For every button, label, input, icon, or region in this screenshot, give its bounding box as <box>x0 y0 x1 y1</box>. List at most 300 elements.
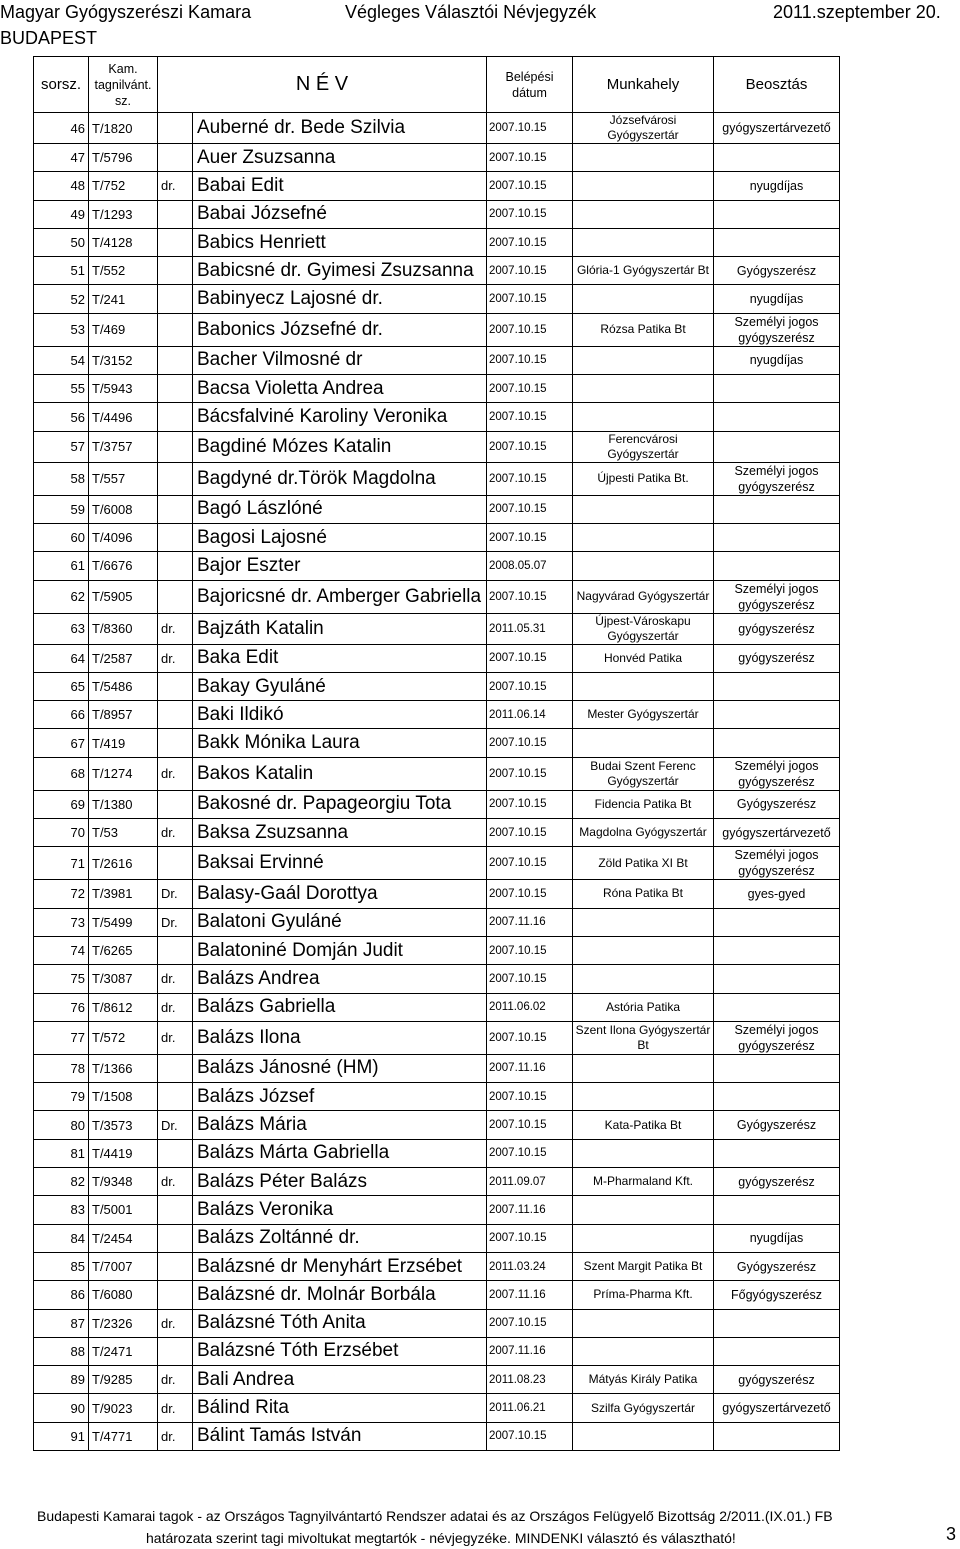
name-title: dr. <box>158 613 193 644</box>
member-id: T/469 <box>89 313 158 346</box>
workplace: Fidencia Patika Bt <box>573 790 714 818</box>
member-name: Bakos Katalin <box>193 757 487 790</box>
position <box>714 1139 840 1167</box>
join-date: 2007.10.15 <box>487 1083 573 1111</box>
member-name: Baki Ildikó <box>193 701 487 729</box>
workplace <box>573 1422 714 1450</box>
position <box>714 701 840 729</box>
table-row <box>34 1281 840 1309</box>
table-row <box>34 1168 840 1196</box>
position <box>714 729 840 757</box>
row-number: 81 <box>34 1139 89 1167</box>
table-row <box>34 346 840 374</box>
workplace <box>573 375 714 403</box>
row-number: 47 <box>34 144 89 172</box>
member-id: T/557 <box>89 462 158 495</box>
member-id: T/5943 <box>89 375 158 403</box>
table-row <box>34 523 840 551</box>
join-date: 2007.10.15 <box>487 346 573 374</box>
row-number: 63 <box>34 613 89 644</box>
member-id: T/1274 <box>89 757 158 790</box>
name-title: dr. <box>158 644 193 672</box>
name-title: dr. <box>158 993 193 1021</box>
row-number: 71 <box>34 847 89 880</box>
position <box>714 495 840 523</box>
join-date: 2007.10.15 <box>487 790 573 818</box>
name-title <box>158 313 193 346</box>
table-row <box>34 1309 840 1337</box>
table-row <box>34 495 840 523</box>
table-row <box>34 462 840 495</box>
join-date: 2007.11.16 <box>487 1054 573 1082</box>
name-title <box>158 113 193 144</box>
name-title <box>158 580 193 613</box>
member-name: Bagdyné dr.Török Magdolna <box>193 462 487 495</box>
join-date: 2007.10.15 <box>487 375 573 403</box>
workplace <box>573 1337 714 1365</box>
workplace: Róna Patika Bt <box>573 880 714 908</box>
row-number: 84 <box>34 1224 89 1252</box>
row-number: 78 <box>34 1054 89 1082</box>
table-row <box>34 613 840 644</box>
row-number: 70 <box>34 819 89 847</box>
position: nyugdíjas <box>714 172 840 200</box>
join-date: 2007.10.15 <box>487 313 573 346</box>
member-name: Bajor Eszter <box>193 552 487 580</box>
member-name: Bálint Tamás István <box>193 1422 487 1450</box>
table-row <box>34 580 840 613</box>
member-name: Balázs Ilona <box>193 1021 487 1054</box>
name-title: dr. <box>158 1422 193 1450</box>
row-number: 90 <box>34 1394 89 1422</box>
table-row <box>34 257 840 285</box>
workplace: Glória-1 Gyógyszertár Bt <box>573 257 714 285</box>
row-number: 54 <box>34 346 89 374</box>
position <box>714 1422 840 1450</box>
member-name: Balázsné Tóth Anita <box>193 1309 487 1337</box>
name-title <box>158 403 193 431</box>
member-name: Babics Henriett <box>193 228 487 256</box>
position: Személyi jogos gyógyszerész <box>714 313 840 346</box>
position: Gyógyszerész <box>714 790 840 818</box>
member-id: T/4771 <box>89 1422 158 1450</box>
position: gyógyszertárvezető <box>714 819 840 847</box>
member-name: Bálind Rita <box>193 1394 487 1422</box>
member-id: T/752 <box>89 172 158 200</box>
member-id: T/3981 <box>89 880 158 908</box>
table-row <box>34 1422 840 1450</box>
member-id: T/1366 <box>89 1054 158 1082</box>
position: Gyógyszerész <box>714 257 840 285</box>
member-id: T/572 <box>89 1021 158 1054</box>
join-date: 2011.06.02 <box>487 993 573 1021</box>
table-row <box>34 228 840 256</box>
row-number: 77 <box>34 1021 89 1054</box>
position: Személyi jogos gyógyszerész <box>714 462 840 495</box>
row-number: 91 <box>34 1422 89 1450</box>
workplace: Szent Ilona Gyógyszertár Bt <box>573 1021 714 1054</box>
table-row <box>34 1139 840 1167</box>
name-title <box>158 1224 193 1252</box>
member-name: Balázsné dr. Molnár Borbála <box>193 1281 487 1309</box>
position <box>714 431 840 462</box>
row-number: 76 <box>34 993 89 1021</box>
name-title <box>158 1054 193 1082</box>
name-title <box>158 1281 193 1309</box>
join-date: 2007.10.15 <box>487 462 573 495</box>
member-id: T/1293 <box>89 200 158 228</box>
table-row <box>34 1252 840 1280</box>
member-id: T/4096 <box>89 523 158 551</box>
row-number: 64 <box>34 644 89 672</box>
position <box>714 144 840 172</box>
position: gyógyszerész <box>714 644 840 672</box>
row-number: 48 <box>34 172 89 200</box>
row-number: 58 <box>34 462 89 495</box>
join-date: 2007.10.15 <box>487 113 573 144</box>
member-name: Balázs Péter Balázs <box>193 1168 487 1196</box>
join-date: 2007.10.15 <box>487 1139 573 1167</box>
member-name: Babai Józsefné <box>193 200 487 228</box>
workplace <box>573 936 714 964</box>
position <box>714 1337 840 1365</box>
row-number: 46 <box>34 113 89 144</box>
member-name: Bacher Vilmosné dr <box>193 346 487 374</box>
name-title <box>158 462 193 495</box>
name-title <box>158 285 193 313</box>
name-title: Dr. <box>158 880 193 908</box>
member-id: T/3087 <box>89 965 158 993</box>
name-title <box>158 1083 193 1111</box>
table-row <box>34 965 840 993</box>
workplace <box>573 1139 714 1167</box>
member-id: T/9285 <box>89 1366 158 1394</box>
table-row <box>34 880 840 908</box>
table-row <box>34 285 840 313</box>
page-number: 3 <box>946 1524 957 1544</box>
member-name: Balázsné dr Menyhárt Erzsébet <box>193 1252 487 1280</box>
member-id: T/4496 <box>89 403 158 431</box>
join-date: 2007.10.15 <box>487 285 573 313</box>
member-name: Bácsfalviné Karoliny Veronika <box>193 403 487 431</box>
member-id: T/2616 <box>89 847 158 880</box>
col-header-sorsz: sorsz. <box>34 57 89 113</box>
workplace: Józsefvárosi Gyógyszertár <box>573 113 714 144</box>
position: gyógyszerész <box>714 1366 840 1394</box>
join-date: 2011.06.21 <box>487 1394 573 1422</box>
position <box>714 403 840 431</box>
join-date: 2007.11.16 <box>487 908 573 936</box>
position <box>714 552 840 580</box>
workplace <box>573 1196 714 1224</box>
table-row <box>34 936 840 964</box>
join-date: 2007.10.15 <box>487 257 573 285</box>
table-row <box>34 403 840 431</box>
position: Gyógyszerész <box>714 1111 840 1139</box>
row-number: 62 <box>34 580 89 613</box>
name-title: dr. <box>158 1168 193 1196</box>
table-row <box>34 993 840 1021</box>
join-date: 2007.10.15 <box>487 228 573 256</box>
name-title <box>158 200 193 228</box>
row-number: 80 <box>34 1111 89 1139</box>
member-name: Baksa Zsuzsanna <box>193 819 487 847</box>
join-date: 2011.05.31 <box>487 613 573 644</box>
member-id: T/5796 <box>89 144 158 172</box>
position: Személyi jogos gyógyszerész <box>714 1021 840 1054</box>
member-name: Baka Edit <box>193 644 487 672</box>
workplace <box>573 144 714 172</box>
row-number: 72 <box>34 880 89 908</box>
workplace: Szilfa Gyógyszertár <box>573 1394 714 1422</box>
table-row <box>34 1196 840 1224</box>
member-name: Balázs Jánosné (HM) <box>193 1054 487 1082</box>
workplace <box>573 346 714 374</box>
member-id: T/5486 <box>89 672 158 700</box>
workplace: Zöld Patika XI Bt <box>573 847 714 880</box>
member-id: T/3152 <box>89 346 158 374</box>
join-date: 2011.08.23 <box>487 1366 573 1394</box>
row-number: 67 <box>34 729 89 757</box>
join-date: 2007.10.15 <box>487 880 573 908</box>
table-row <box>34 790 840 818</box>
table-row <box>34 908 840 936</box>
member-name: Bajoricsné dr. Amberger Gabriella <box>193 580 487 613</box>
table-row <box>34 847 840 880</box>
member-id: T/3757 <box>89 431 158 462</box>
join-date: 2007.10.15 <box>487 729 573 757</box>
member-name: Bakosné dr. Papageorgiu Tota <box>193 790 487 818</box>
member-name: Bakk Mónika Laura <box>193 729 487 757</box>
member-name: Bakay Gyuláné <box>193 672 487 700</box>
member-name: Balázs Gabriella <box>193 993 487 1021</box>
workplace <box>573 1083 714 1111</box>
member-id: T/8360 <box>89 613 158 644</box>
table-row <box>34 1054 840 1082</box>
row-number: 74 <box>34 936 89 964</box>
workplace: M-Pharmaland Kft. <box>573 1168 714 1196</box>
position: Főgyógyszerész <box>714 1281 840 1309</box>
name-title <box>158 729 193 757</box>
position: gyes-gyed <box>714 880 840 908</box>
workplace <box>573 552 714 580</box>
name-title <box>158 375 193 403</box>
member-id: T/9348 <box>89 1168 158 1196</box>
row-number: 50 <box>34 228 89 256</box>
workplace <box>573 729 714 757</box>
position <box>714 1196 840 1224</box>
member-id: T/3573 <box>89 1111 158 1139</box>
row-number: 82 <box>34 1168 89 1196</box>
row-number: 68 <box>34 757 89 790</box>
row-number: 49 <box>34 200 89 228</box>
workplace: Astória Patika <box>573 993 714 1021</box>
footer-line-1: Budapesti Kamarai tagok - az Országos Tagnyilvántartó Rendszer adatai és az Országos Felügyelő Bizottság 2/2011.(IX.01.) FB <box>37 1508 833 1524</box>
row-number: 87 <box>34 1309 89 1337</box>
workplace <box>573 403 714 431</box>
row-number: 52 <box>34 285 89 313</box>
join-date: 2007.10.15 <box>487 172 573 200</box>
name-title: dr. <box>158 1309 193 1337</box>
name-title <box>158 552 193 580</box>
member-id: T/53 <box>89 819 158 847</box>
member-name: Balázs Veronika <box>193 1196 487 1224</box>
position <box>714 375 840 403</box>
workplace: Honvéd Patika <box>573 644 714 672</box>
row-number: 69 <box>34 790 89 818</box>
row-number: 79 <box>34 1083 89 1111</box>
workplace <box>573 172 714 200</box>
position: gyógyszertárvezető <box>714 1394 840 1422</box>
join-date: 2007.10.15 <box>487 1422 573 1450</box>
join-date: 2007.10.15 <box>487 1111 573 1139</box>
row-number: 60 <box>34 523 89 551</box>
name-title: dr. <box>158 965 193 993</box>
member-name: Auberné dr. Bede Szilvia <box>193 113 487 144</box>
col-header-date: Belépési dátum <box>487 57 573 113</box>
col-header-pos: Beosztás <box>714 57 840 113</box>
member-id: T/4419 <box>89 1139 158 1167</box>
join-date: 2011.06.14 <box>487 701 573 729</box>
member-name: Bali Andrea <box>193 1366 487 1394</box>
position <box>714 1309 840 1337</box>
member-id: T/6265 <box>89 936 158 964</box>
position <box>714 908 840 936</box>
workplace: Ferencvárosi Gyógyszertár <box>573 431 714 462</box>
table-row <box>34 757 840 790</box>
member-id: T/5001 <box>89 1196 158 1224</box>
member-id: T/5905 <box>89 580 158 613</box>
table-row <box>34 1111 840 1139</box>
join-date: 2007.10.15 <box>487 200 573 228</box>
row-number: 85 <box>34 1252 89 1280</box>
position: nyugdíjas <box>714 1224 840 1252</box>
member-name: Babonics Józsefné dr. <box>193 313 487 346</box>
name-title: Dr. <box>158 908 193 936</box>
member-id: T/9023 <box>89 1394 158 1422</box>
member-name: Bagdiné Mózes Katalin <box>193 431 487 462</box>
join-date: 2007.10.15 <box>487 1224 573 1252</box>
page-footer <box>0 1502 960 1549</box>
join-date: 2007.11.16 <box>487 1196 573 1224</box>
member-name: Balázs Márta Gabriella <box>193 1139 487 1167</box>
name-title: dr. <box>158 819 193 847</box>
table-row <box>34 1021 840 1054</box>
workplace <box>573 285 714 313</box>
table-row <box>34 144 840 172</box>
table-header-row <box>34 57 840 113</box>
org-city: BUDAPEST <box>0 28 98 48</box>
position <box>714 965 840 993</box>
name-title <box>158 346 193 374</box>
table-row <box>34 644 840 672</box>
position <box>714 523 840 551</box>
table-row <box>34 729 840 757</box>
name-title <box>158 790 193 818</box>
member-name: Bacsa Violetta Andrea <box>193 375 487 403</box>
member-name: Bagosi Lajosné <box>193 523 487 551</box>
member-id: T/6008 <box>89 495 158 523</box>
name-title <box>158 701 193 729</box>
join-date: 2007.10.15 <box>487 819 573 847</box>
name-title <box>158 1196 193 1224</box>
join-date: 2007.10.15 <box>487 965 573 993</box>
name-title <box>158 144 193 172</box>
position <box>714 200 840 228</box>
org-name: Magyar Gyógyszerészi Kamara <box>0 2 252 22</box>
row-number: 55 <box>34 375 89 403</box>
position: nyugdíjas <box>714 285 840 313</box>
workplace <box>573 228 714 256</box>
table-row <box>34 701 840 729</box>
row-number: 59 <box>34 495 89 523</box>
table-row <box>34 113 840 144</box>
position <box>714 1083 840 1111</box>
document-date: 2011.szeptember 20. <box>773 2 941 22</box>
table-row <box>34 672 840 700</box>
row-number: 88 <box>34 1337 89 1365</box>
workplace: Szent Margit Patika Bt <box>573 1252 714 1280</box>
name-title <box>158 431 193 462</box>
workplace: Rózsa Patika Bt <box>573 313 714 346</box>
position <box>714 993 840 1021</box>
table-row <box>34 200 840 228</box>
position: gyógyszertárvezető <box>714 113 840 144</box>
name-title: dr. <box>158 1366 193 1394</box>
member-name: Babinyecz Lajosné dr. <box>193 285 487 313</box>
member-name: Babicsné dr. Gyimesi Zsuzsanna <box>193 257 487 285</box>
member-id: T/1380 <box>89 790 158 818</box>
workplace: Mátyás Király Patika <box>573 1366 714 1394</box>
name-title <box>158 228 193 256</box>
member-name: Balasy-Gaál Dorottya <box>193 880 487 908</box>
position <box>714 936 840 964</box>
join-date: 2007.10.15 <box>487 1309 573 1337</box>
name-title <box>158 257 193 285</box>
member-name: Balázs Mária <box>193 1111 487 1139</box>
name-title: dr. <box>158 1394 193 1422</box>
join-date: 2007.11.16 <box>487 1281 573 1309</box>
member-id: T/2587 <box>89 644 158 672</box>
row-number: 73 <box>34 908 89 936</box>
row-number: 53 <box>34 313 89 346</box>
member-name: Balázs József <box>193 1083 487 1111</box>
table-row <box>34 819 840 847</box>
join-date: 2007.10.15 <box>487 1021 573 1054</box>
join-date: 2007.10.15 <box>487 672 573 700</box>
member-name: Auer Zsuzsanna <box>193 144 487 172</box>
row-number: 57 <box>34 431 89 462</box>
position: Személyi jogos gyógyszerész <box>714 757 840 790</box>
join-date: 2007.10.15 <box>487 580 573 613</box>
join-date: 2007.10.15 <box>487 847 573 880</box>
row-number: 61 <box>34 552 89 580</box>
workplace: Újpest-Városkapu Gyógyszertár <box>573 613 714 644</box>
table-row <box>34 1337 840 1365</box>
workplace <box>573 1054 714 1082</box>
row-number: 66 <box>34 701 89 729</box>
workplace: Kata-Patika Bt <box>573 1111 714 1139</box>
name-title <box>158 495 193 523</box>
table-row <box>34 1366 840 1394</box>
workplace <box>573 965 714 993</box>
join-date: 2011.03.24 <box>487 1252 573 1280</box>
row-number: 83 <box>34 1196 89 1224</box>
member-table <box>33 56 840 1451</box>
name-title <box>158 1139 193 1167</box>
member-name: Balázs Andrea <box>193 965 487 993</box>
position <box>714 1054 840 1082</box>
